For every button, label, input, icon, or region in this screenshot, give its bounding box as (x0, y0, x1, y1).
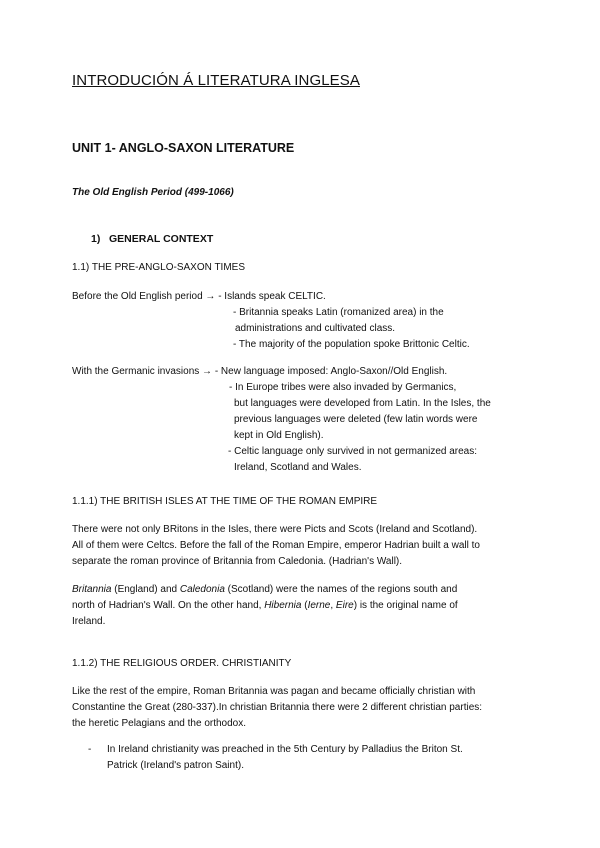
paragraph-line: Ireland. (72, 616, 106, 627)
paragraph-line: Like the rest of the empire, Roman Britannia was pagan and became officially christian with (72, 686, 476, 697)
bullet-line: Patrick (Ireland's patron Saint). (107, 760, 244, 771)
before-period-lead: Before the Old English period → - Islands speak CELTIC. (72, 291, 326, 302)
paragraph-line: Britannia (England) and Caledonia (Scotland) were the names of the regions south and (72, 584, 458, 595)
paragraph-line: There were not only BRitons in the Isles, there were Picts and Scots (Ireland and Scotland). (72, 524, 478, 535)
germanic-line: Ireland, Scotland and Wales. (234, 462, 362, 473)
heading-number: 1) (91, 233, 101, 245)
term-britannia: Britannia (72, 584, 112, 595)
germanic-lead: With the Germanic invasions → - New language imposed: Anglo-Saxon//Old English. (72, 366, 448, 377)
paragraph-line: the heretic Pelagians and the orthodox. (72, 718, 247, 729)
section-heading-1-1: 1.1) THE PRE-ANGLO-SAXON TIMES (72, 262, 246, 273)
germanic-line: - In Europe tribes were also invaded by Germanics, (229, 382, 457, 393)
general-context-heading (91, 233, 213, 245)
germanic-line: previous languages were deleted (few latin words were (234, 414, 478, 425)
before-period-line: - The majority of the population spoke Brittonic Celtic. (233, 339, 470, 350)
bullet-item (107, 742, 463, 774)
before-period-line: administrations and cultivated class. (235, 323, 396, 334)
paragraph-region-names (72, 582, 532, 630)
germanic-line: but languages were developed from Latin. In the Isles, the (234, 398, 491, 409)
document-title: INTRODUCIÓN Á LITERATURA INGLESA (72, 72, 360, 89)
paragraph-line: separate the roman province of Britannia from Caledonia. (Hadrian's Wall). (72, 556, 403, 567)
paragraph-line: All of them were Celtcs. Before the fall of the Roman Empire, emperor Hadrian built a wall to (72, 540, 480, 551)
unit-title: UNIT 1- ANGLO-SAXON LITERATURE (72, 141, 295, 155)
term-eire: Eire (335, 600, 354, 611)
heading-label: GENERAL CONTEXT (109, 233, 214, 245)
section-heading-1-1-2: 1.1.2) THE RELIGIOUS ORDER. CHRISTIANITY (72, 658, 292, 669)
paragraph-line: north of Hadrian's Wall. On the other hand, Hibernia (Ierne, Eire) is the original name of (72, 600, 458, 611)
term-caledonia: Caledonia (179, 584, 225, 595)
bullet-marker: - (88, 744, 92, 755)
paragraph-britons (72, 522, 532, 570)
bullet-line: In Ireland christianity was preached in the 5th Century by Palladius the Briton St. (107, 744, 463, 755)
germanic-line: kept in Old English). (234, 430, 324, 441)
section-heading-1-1-1: 1.1.1) THE BRITISH ISLES AT THE TIME OF THE ROMAN EMPIRE (72, 496, 378, 507)
period-subtitle: The Old English Period (499-1066) (72, 187, 234, 198)
term-hibernia: Hibernia (264, 600, 302, 611)
paragraph-religion (72, 684, 532, 732)
paragraph-line: Constantine the Great (280-337).In christian Britannia there were 2 different christian parties: (72, 702, 483, 713)
term-ierne: Ierne (307, 600, 331, 611)
germanic-line: - Celtic language only survived in not germanized areas: (228, 446, 478, 457)
before-period-line: - Britannia speaks Latin (romanized area) in the (233, 307, 444, 318)
